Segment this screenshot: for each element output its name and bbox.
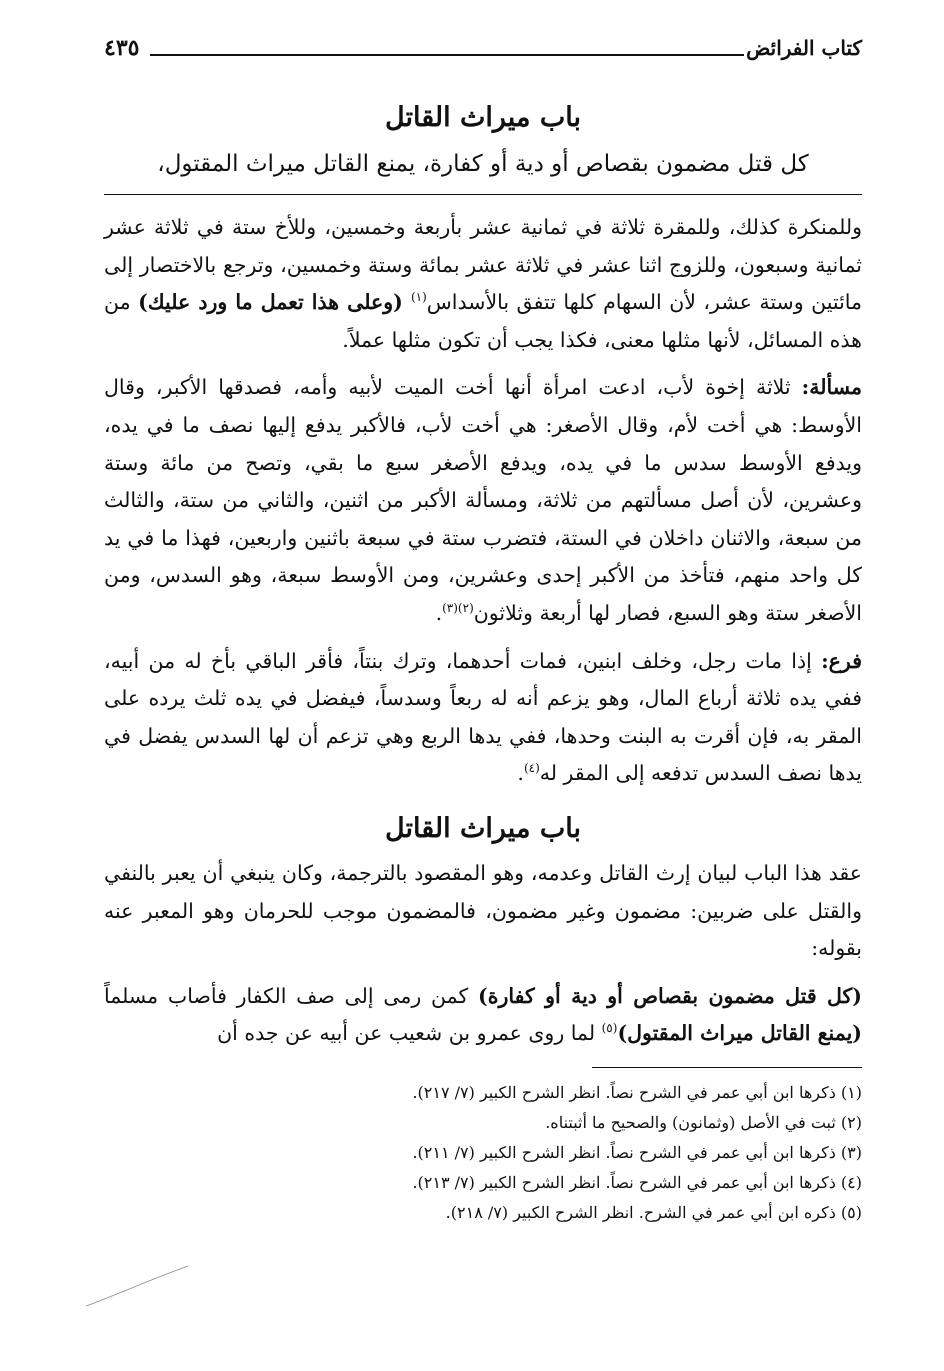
paragraph-text: كمن رمى إلى صف الكفار فأصاب مسلماً — [104, 983, 479, 1008]
paragraph-text: إذا مات رجل، وخلف ابنين، فمات أحدهما، وترك بنتاً، فأقر الباقي بأخ له من أبيه، ففي يده ثلاثة أرباع المال، وهو يزعم أنه له ربعاً وسدساً، فيفضل في يده ثلث يرده على المقر به، فإن أقرت به البنت وحدها، ففي يدها الربع وهي تزعم أن لها السدس يفضل في يدها نصف السدس تدفعه إلى المقر له — [104, 648, 862, 786]
paragraph-text: وللمنكرة كذلك، وللمقرة ثلاثة في ثمانية عشر بأربعة وخمسين، وللأخ ستة في ثلاثة عشر ثمانية وسبعون، وللزوج اثنا عشر في ثلاثة عشر بمائة وستة وخمسين، وترجع بالاختصار إلى مائتين وستة عشر، لأن السهام كلها تتفق بالأسداس — [104, 215, 862, 315]
footnote-separator — [592, 1067, 862, 1068]
paragraph-masala — [104, 369, 862, 632]
section-heading-matn: باب ميراث القاتل — [385, 102, 581, 133]
far-label: فرع: — [821, 648, 862, 673]
paragraph-end: . — [517, 761, 524, 786]
matn-separator — [104, 194, 862, 195]
masala-label: مسألة: — [801, 375, 862, 400]
footnote-4: (٤) ذكرها ابن أبي عمر في الشرح نصاً. انظر الشرح الكبير (٧/ ٢١٣). — [412, 1172, 862, 1192]
page-content — [104, 92, 862, 1228]
running-header — [104, 34, 862, 70]
paragraph-text: ثلاثة إخوة لأب، ادعت امرأة أنها أخت الميت لأبيه وأمه، فصدقها الأكبر، وقال الأوسط: هي أخت لأم، وقال الأصغر: هي أخت لأب، فالأكبر يدفع إليها نصف ما في يده، ويدفع الأوسط سدس ما في يده، ويدفع الأصغر سبع ما بقي، وتصح من مائة وستة وعشرين، لأن أصل مسألتهم من ثلاثة، ومسألة الأكبر من اثنين، والثاني من ستة، والثالث من سبعة، والاثنان داخلان في الستة، فتضرب ستة في سبعة باثنين واربعين، فهذا ما في يد كل واحد منهم، فتأخذ من الأكبر إحدى وعشرين، ومن الأوسط سبعة، وهو السدس، ومن الأصغر ستة وهو السبع، فصار لها أربعة وثلاثون — [104, 375, 862, 625]
footnotes — [104, 1078, 862, 1228]
quoted-matn: (يمنع القاتل ميراث المقتول) — [617, 1021, 862, 1046]
footnote-ref-2[interactable]: (٢) — [457, 601, 474, 616]
footnote-ref-1[interactable]: (١) — [410, 290, 427, 305]
footnote-2: (٢) ثبت في الأصل (وثمانون) والصحيح ما أثبتناه. — [545, 1112, 862, 1132]
footnote-ref-5[interactable]: (٥) — [601, 1021, 618, 1036]
matn-text: كل قتل مضمون بقصاص أو دية أو كفارة، يمنع القاتل ميراث المقتول، — [157, 151, 809, 177]
footnote-ref-3[interactable]: (٣) — [442, 601, 458, 616]
footnote-5: (٥) ذكره ابن أبي عمر في الشرح. انظر الشرح الكبير (٧/ ٢١٨). — [445, 1202, 862, 1222]
page-number: ٤٣٥ — [104, 35, 140, 61]
chapter-title: كتاب الفرائض — [746, 36, 862, 60]
paragraph-continuation — [104, 209, 862, 359]
footnote-1: (١) ذكرها ابن أبي عمر في الشرح نصاً. انظر الشرح الكبير (٧/ ٢١٧). — [412, 1082, 862, 1102]
pencil-mark — [84, 1260, 194, 1310]
section-heading-sharh: باب ميراث القاتل — [385, 812, 581, 844]
paragraph-text: لما روى عمرو بن شعيب عن أبيه عن جده أن — [217, 1021, 602, 1046]
footnote-3: (٣) ذكرها ابن أبي عمر في الشرح نصاً. انظر الشرح الكبير (٧/ ٢١١). — [412, 1142, 862, 1162]
paragraph-sharh-intro — [104, 855, 862, 968]
paragraph-end: . — [435, 600, 443, 625]
paragraph-far — [104, 643, 862, 793]
paragraph-text: عقد هذا الباب لبيان إرث القاتل وعدمه، وهو المقصود بالترجمة، وكان ينبغي أن يعبر بالنفي والقتل على ضربين: مضمون وغير مضمون، فالمضمون موجب للحرمان وهو المعبر عنه بقوله: — [104, 860, 862, 961]
quoted-matn: (وعلى هذا تعمل ما ورد عليك) — [138, 290, 411, 315]
header-rule — [150, 54, 744, 56]
paragraph-text: من هذه المسائل، لأنها مثلها معنى، فكذا يجب أن تكون مثلها عملاً. — [104, 290, 862, 352]
quoted-matn: (كل قتل مضمون بقصاص أو دية أو كفارة) — [478, 983, 862, 1008]
footnote-ref-4[interactable]: (٤) — [523, 761, 540, 776]
paragraph-sharh — [104, 978, 862, 1053]
